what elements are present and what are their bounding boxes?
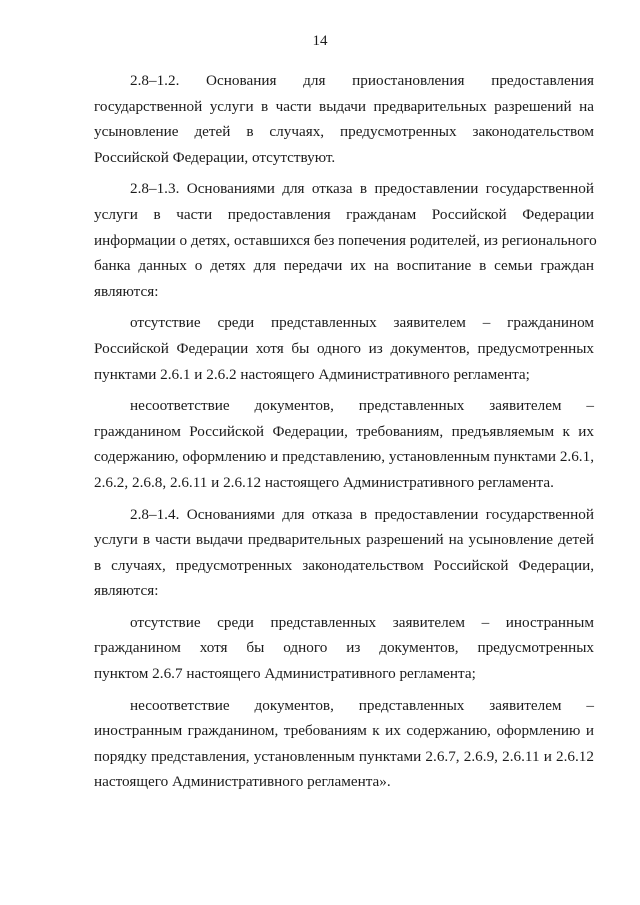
text-line: усыновление детей в случаях, предусмотренных законодательством [94,123,594,141]
text-line: пунктом 2.6.7 настоящего Административного регламента; [94,665,476,683]
text-line: 2.8–1.4. Основаниями для отказа в предоставлении государственной [130,505,594,523]
text-line: в случаях, предусмотренных законодательством Российской Федерации, [94,556,594,574]
text-line: 2.6.2, 2.6.8, 2.6.11 и 2.6.12 настоящего Административного регламента. [94,473,554,491]
text-line: отсутствие среди представленных заявителем – гражданином [130,314,594,332]
text-line: настоящего Административного регламента». [94,773,391,791]
text-line: содержанию, оформлению и представлению, установленным пунктами 2.6.1, [94,448,594,466]
text-line: государственной услуги в части выдачи предварительных разрешений на [94,97,594,115]
text-line: Российской Федерации хотя бы одного из документов, предусмотренных [94,339,594,357]
text-line: пунктами 2.6.1 и 2.6.2 настоящего Административного регламента; [94,365,530,383]
text-line: иностранным гражданином, требованиям к их содержанию, оформлению и [94,722,594,740]
text-line: 2.8–1.2. Основания для приостановления предоставления [130,72,594,89]
text-line: отсутствие среди представленных заявителем – иностранным [130,613,594,631]
text-line: являются: [94,282,159,300]
document-body [94,68,597,795]
text-line: несоответствие документов, представленных заявителем – [130,696,594,714]
text-line: являются: [94,582,159,600]
text-line: банка данных о детях для передачи их на воспитание в семьи граждан [94,257,594,275]
text-line: Российской Федерации, отсутствуют. [94,148,336,166]
text-line: услуги в части выдачи предварительных разрешений на усыновление детей [94,531,594,549]
text-line: 2.8–1.3. Основаниями для отказа в предоставлении государственной [130,180,594,198]
text-line: услуги в части предоставления гражданам Российской Федерации [94,205,594,223]
text-line: гражданином Российской Федерации, требованиям, предъявляемым к их [94,422,594,440]
text-line: гражданином хотя бы одного из документов, предусмотренных [94,639,594,657]
text-line: порядку представления, установленным пунктами 2.6.7, 2.6.9, 2.6.11 и 2.6.12 [94,747,594,765]
text-line: несоответствие документов, представленных заявителем – [130,397,594,415]
page-number: 14 [312,33,328,49]
text-line: информации о детях, оставшихся без попечения родителей, из регионального [94,231,597,249]
